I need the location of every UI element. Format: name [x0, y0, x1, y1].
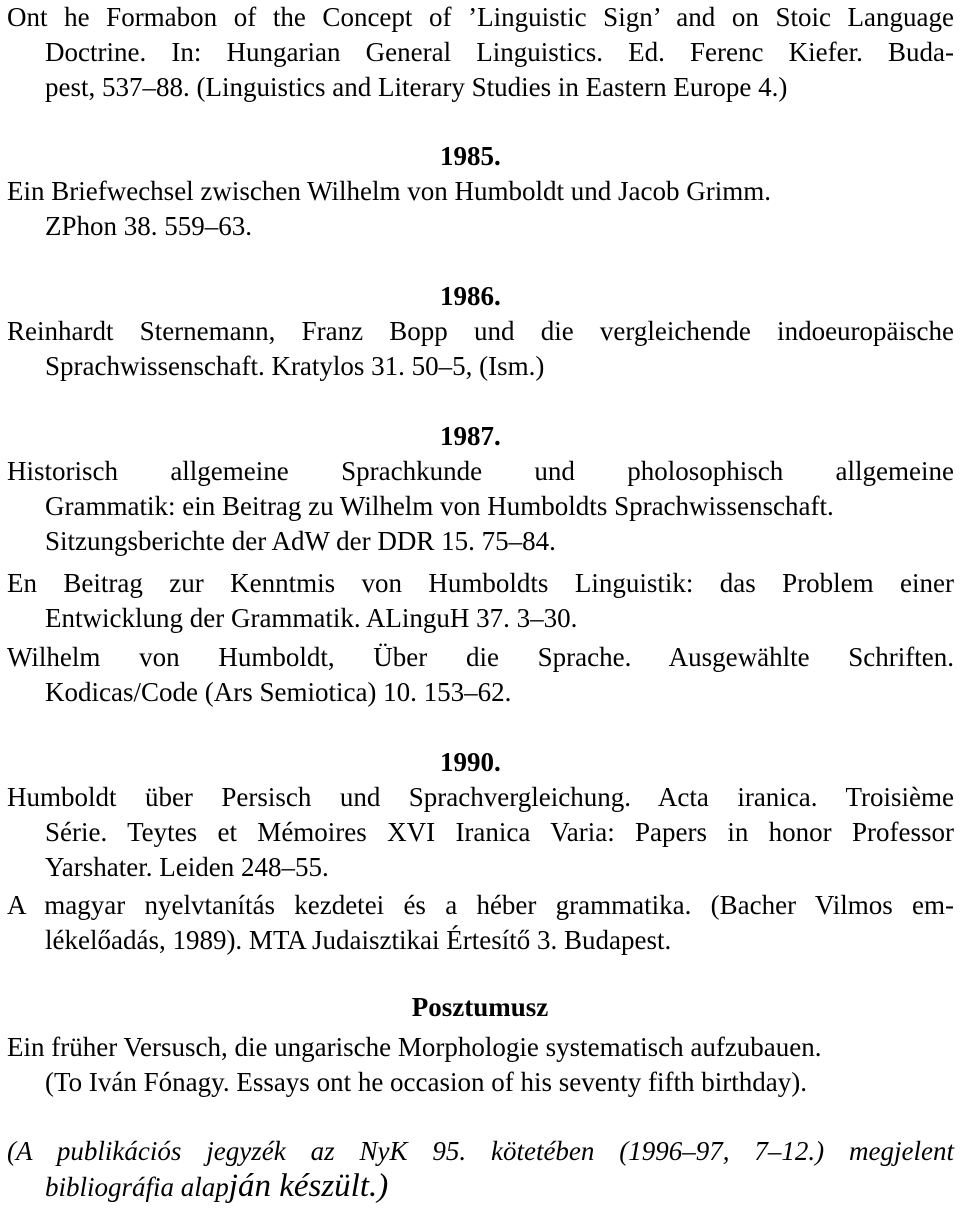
entry-briefwechsel — [7, 174, 954, 244]
entry-line: Sprachwissenschaft. Kratylos 31. 50–5, (Ism.) — [45, 351, 545, 381]
entry-line: (To Iván Fónagy. Essays ont he occasion of his seventy fifth birthday). — [45, 1067, 807, 1097]
year-heading-1987: 1987. — [440, 421, 501, 451]
entry-heber-grammatika — [7, 888, 954, 958]
entry-morphologie — [7, 1030, 954, 1100]
entry-historisch — [7, 454, 954, 559]
entry-line: ZPhon 38. 559–63. — [45, 211, 253, 241]
note-text: bibliográfia alap — [45, 1172, 229, 1202]
entry-line: Yarshater. Leiden 248–55. — [45, 852, 329, 882]
note-line: (A publikációs jegyzék az NyK 95. kötetében (1996–97, 7–12.) megjelent — [7, 1136, 954, 1166]
entry-line: En Beitrag zur Kenntmis von Humboldts Linguistik: das Problem einer — [7, 568, 954, 598]
entry-line: Sitzungsberichte der AdW der DDR 15. 75–84. — [45, 526, 556, 556]
entry-line: Ein früher Versusch, die ungarische Morphologie systematisch aufzubauen. — [7, 1032, 822, 1062]
entry-line: lékelőadás, 1989). MTA Judaisztikai Értesítő 3. Budapest. — [45, 925, 672, 955]
section-heading-posthumous: Posztumusz — [411, 992, 549, 1022]
entry-sternemann — [7, 314, 954, 384]
entry-ueber-die-sprache — [7, 640, 954, 710]
entry-line: Grammatik: ein Beitrag zu Wilhelm von Humboldts Sprachwissenschaft. — [45, 491, 834, 521]
year-heading-1985: 1985. — [440, 141, 501, 171]
entry-stoic-language — [7, 0, 954, 105]
entry-line: Ont he Formabon of the Concept of ’Linguistic Sign’ and on Stoic Language — [7, 2, 954, 32]
entry-line: Humboldt über Persisch und Sprachvergleichung. Acta iranica. Troisième — [7, 782, 954, 812]
publication-note — [7, 1134, 954, 1204]
note-text-large: ján készült.) — [228, 1168, 389, 1204]
entry-line: A magyar nyelvtanítás kezdetei és a héber grammatika. (Bacher Vilmos em- — [7, 890, 954, 920]
note-line — [7, 1169, 954, 1204]
entry-line: Entwicklung der Grammatik. ALinguH 37. 3–30. — [45, 603, 578, 633]
entry-persisch — [7, 780, 954, 885]
entry-line: Doctrine. In: Hungarian General Linguistics. Ed. Ferenc Kiefer. Buda- — [45, 37, 954, 67]
entry-kenntnis — [7, 566, 954, 636]
entry-line: Série. Teytes et Mémoires XVI Iranica Varia: Papers in honor Professor — [45, 817, 954, 847]
entry-line: Reinhardt Sternemann, Franz Bopp und die vergleichende indoeuropäische — [7, 316, 954, 346]
year-heading-1986: 1986. — [440, 281, 501, 311]
entry-line: Historisch allgemeine Sprachkunde und pholosophisch allgemeine — [7, 456, 954, 486]
entry-line: Ein Briefwechsel zwischen Wilhelm von Humboldt und Jacob Grimm. — [7, 176, 772, 206]
entry-line: Kodicas/Code (Ars Semiotica) 10. 153–62. — [45, 677, 512, 707]
entry-line: Wilhelm von Humboldt, Über die Sprache. Ausgewählte Schriften. — [7, 642, 954, 672]
entry-line: pest, 537–88. (Linguistics and Literary Studies in Eastern Europe 4.) — [45, 72, 788, 102]
year-heading-1990: 1990. — [440, 747, 501, 777]
